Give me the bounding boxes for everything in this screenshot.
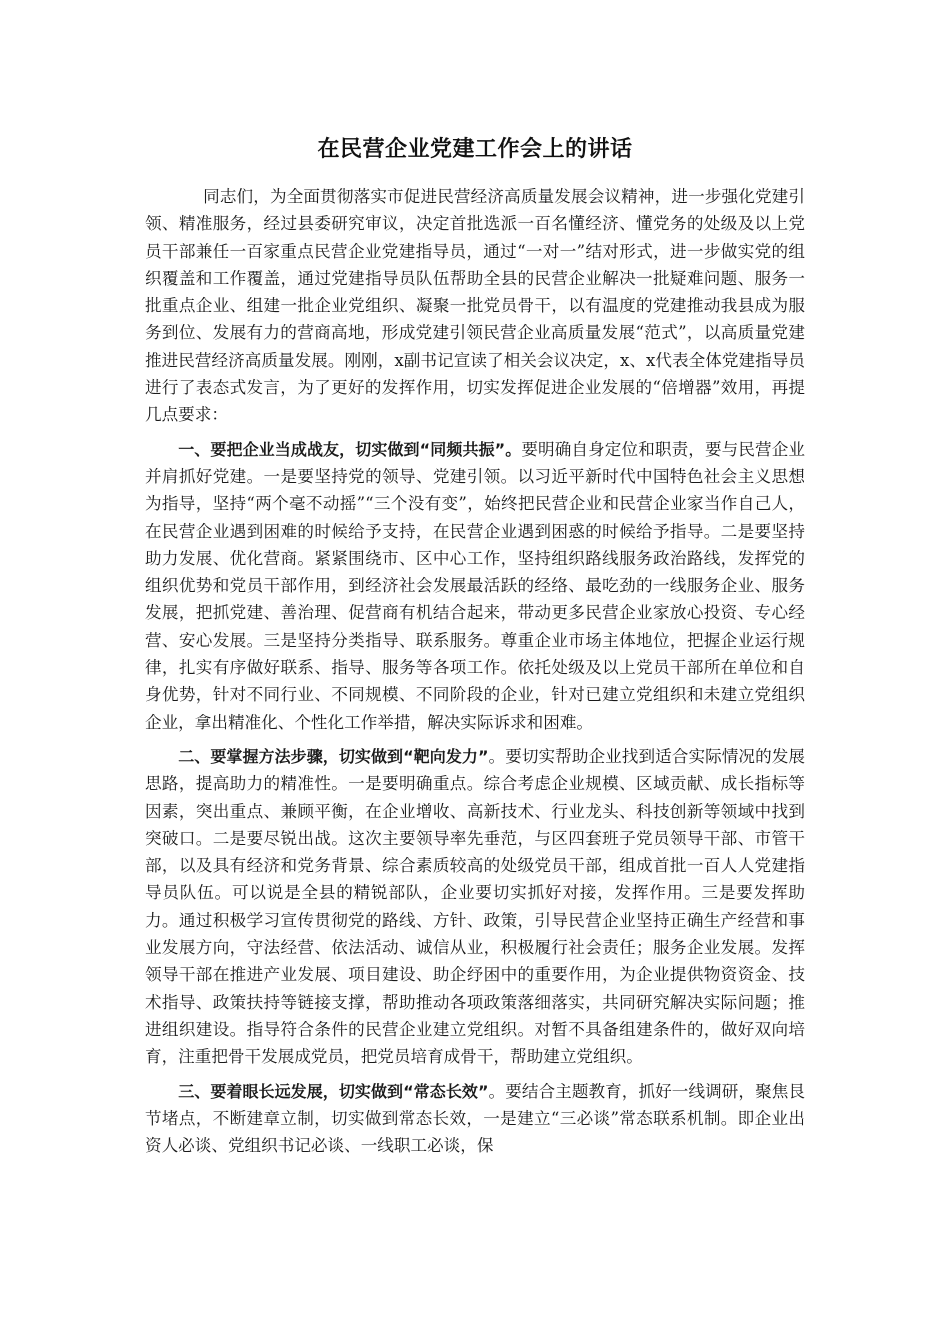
document-body <box>145 183 805 1166</box>
section-2-heading: 二、要掌握方法步骤，切实做到“靶向发力” <box>178 746 489 766</box>
intro-paragraph: 同志们，为全面贯彻落实市促进民营经济高质量发展会议精神，进一步强化党建引领、精准服务，经过县委研究审议，决定首批选派一百名懂经济、懂党务的处级及以上党员干部兼任一百家重点民营企业党建指导员，通过“一对一”结对形式，进一步做实党的组织覆盖和工作覆盖，通过党建指导员队伍帮助全县的民营企业解决一批疑难问题、服务一批重点企业、组建一批企业党组织、凝聚一批党员骨干，以有温度的党建推动我县成为服务到位、发展有力的营商高地，形成党建引领民营企业高质量发展“范式”，以高质量党建推进民营经济高质量发展。刚刚，x副书记宣读了相关会议决定，x、x代表全体党建指导员进行了表态式发言，为了更好的发挥作用，切实发挥促进企业发展的“倍增器”效用，再提几点要求： <box>145 187 805 425</box>
document-title: 在民营企业党建工作会上的讲话 <box>317 137 633 162</box>
section-2-text: 。要切实帮助企业找到适合实际情况的发展思路，提高助力的精准性。一是要明确重点。综合考虑企业规模、区域贡献、成长指标等因素，突出重点、兼顾平衡，在企业增收、高新技术、行业龙头、科技创新等领域中找到突破口。二是要尽锐出战。这次主要领导率先垂范，与区四套班子党员领导干部、市管干部，以及具有经济和党务背景、综合素质较高的处级党员干部，组成首批一百人人党建指导员队伍。可以说是全县的精锐部队，企业要切实抓好对接，发挥作用。三是要发挥助力。通过积极学习宣传贯彻党的路线、方针、政策，引导民营企业坚持正确生产经营和事业发展方向，守法经营、依法活动、诚信从业，积极履行社会责任；服务企业发展。发挥领导干部在推进产业发展、项目建设、助企纾困中的重要作用，为企业提供物资资金、技术指导、政策扶持等链接支撑，帮助推动各项政策落细落实，共同研究解决实际问题；推进组织建设。指导符合条件的民营企业建立党组织。对暂不具备组建条件的，做好双向培育，注重把骨干发展成党员，把党员培育成骨干，帮助建立党组织。 <box>145 746 805 1067</box>
section-1-heading: 一、要把企业当成战友，切实做到“同频共振”。 <box>178 439 522 459</box>
section-2-paragraph <box>145 743 805 1071</box>
section-1-text: 要明确自身定位和职责，要与民营企业并肩抓好党建。一是要坚持党的领导、党建引领。以习近平新时代中国特色社会主义思想为指导，坚持“两个毫不动摇”“三个没有变”，始终把民营企业和民营企业家当作自己人，在民营企业遇到困难的时候给予支持，在民营企业遇到困惑的时候给予指导。二是要坚持助力发展、优化营商。紧紧围绕市、区中心工作，坚持组织路线服务政治路线，发挥党的组织优势和党员干部作用，到经济社会发展最活跃的经络、最吃劲的一线服务企业、服务发展，把抓党建、善治理、促营商有机结合起来，带动更多民营企业家放心投资、专心经营、安心发展。三是坚持分类指导、联系服务。尊重企业市场主体地位，把握企业运行规律，扎实有序做好联系、指导、服务等各项工作。依托处级及以上党员干部所在单位和自身优势，针对不同行业、不同规模、不同阶段的企业，针对已建立党组织和未建立党组织企业，拿出精准化、个性化工作举措，解决实际诉求和困难。 <box>145 439 805 732</box>
section-3-heading: 三、要着眼长远发展，切实做到“常态长效” <box>178 1081 489 1101</box>
section-3-text: 。要结合主题教育，抓好一线调研，聚焦艮节堵点，不断建章立制，切实做到常态长效，一是建立“三必谈”常态联系机制。即企业出资人必谈、党组织书记必谈、一线职工必谈，保 <box>145 1081 805 1156</box>
section-1-paragraph <box>145 436 805 736</box>
section-3-paragraph <box>145 1078 805 1160</box>
